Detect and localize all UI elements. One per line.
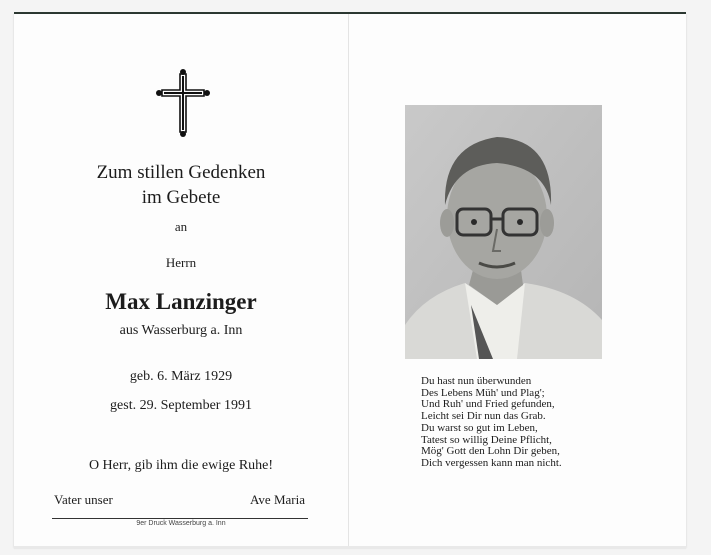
left-panel (14, 14, 348, 548)
poem-line: Du warst so gut im Leben, (421, 421, 538, 434)
portrait-photo (405, 105, 602, 359)
poem-line: Dich vergessen kann man nicht. (421, 456, 562, 469)
cross-icon (155, 68, 211, 138)
poem-line: Tatest so willig Deine Pflicht, (421, 433, 552, 446)
salutation: Herrn (165, 255, 197, 270)
poem-line: Des Lebens Müh' und Plag'; (421, 386, 545, 399)
heading-line-2: im Gebete (141, 187, 221, 208)
poem-line: Leicht sei Dir nun das Grab. (421, 410, 546, 423)
poem-line: Und Ruh' und Fried gefunden, (421, 398, 555, 411)
poem (421, 376, 562, 470)
poem-line: Du hast nun überwunden (421, 375, 532, 387)
prayer-line: O Herr, gib ihm die ewige Ruhe! (88, 458, 274, 473)
footer-ave-maria: Ave Maria (250, 492, 305, 507)
right-panel (349, 14, 686, 548)
poem-line: Mög' Gott den Lohn Dir geben, (421, 445, 560, 458)
an-label: an (174, 219, 188, 234)
printer-imprint: 9er Druck Wasserburg a. Inn (136, 520, 226, 527)
origin: aus Wasserburg a. Inn (119, 323, 243, 338)
deceased-name: Max Lanzinger (105, 289, 257, 314)
footer-rule (52, 518, 308, 519)
birth-date: geb. 6. März 1929 (129, 369, 233, 384)
footer-vater-unser: Vater unser (54, 492, 113, 507)
heading-line-1: Zum stillen Gedenken (96, 162, 266, 183)
death-date: gest. 29. September 1991 (110, 398, 252, 413)
